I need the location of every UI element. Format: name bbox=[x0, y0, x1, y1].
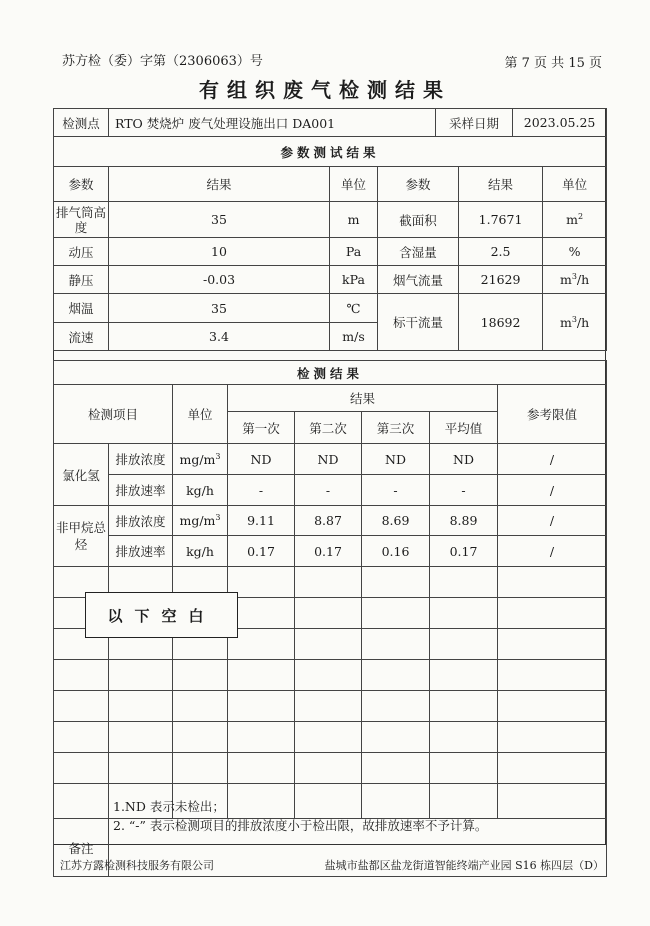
measure-type: 排放浓度 bbox=[109, 444, 173, 475]
param-unit: $m^2$ bbox=[543, 202, 607, 238]
params-header-row bbox=[54, 167, 607, 202]
param-unit: ℃ bbox=[330, 294, 378, 323]
notes-label: 备注 bbox=[54, 819, 109, 877]
param-name: 静压 bbox=[54, 266, 109, 294]
value-cell: - bbox=[295, 475, 362, 506]
measure-type: 排放速率 bbox=[109, 475, 173, 506]
note-line: 2. “-” 表示检测项目的排放浓度小于检出限，故排放速率不予计算。 bbox=[113, 818, 488, 833]
param-value: -0.03 bbox=[109, 266, 330, 294]
param-value: 35 bbox=[109, 294, 330, 323]
value-cell: 0.17 bbox=[228, 536, 295, 567]
value-cell: 9.11 bbox=[228, 506, 295, 536]
limit-cell: / bbox=[498, 536, 607, 567]
param-name: 截面积 bbox=[378, 202, 459, 238]
value-cell: 0.16 bbox=[362, 536, 430, 567]
unit-cell: kg/h bbox=[173, 536, 228, 567]
value-cell: 0.17 bbox=[295, 536, 362, 567]
footer-address: 盐城市盐都区盐龙街道智能终端产业园 S16 栋四层（D） bbox=[324, 859, 604, 872]
date-value: 2023.05.25 bbox=[513, 109, 607, 137]
col-header: 单位 bbox=[330, 167, 378, 202]
param-unit: % bbox=[543, 238, 607, 266]
param-name: 标干流量 bbox=[378, 294, 459, 351]
table-row bbox=[54, 444, 607, 475]
table-row bbox=[54, 536, 607, 567]
page-info: 第 7 页 共 15 页 bbox=[504, 56, 602, 71]
value-cell: - bbox=[430, 475, 498, 506]
value-cell: ND bbox=[362, 444, 430, 475]
unit-cell: $mg/m^3$ bbox=[173, 444, 228, 475]
unit-cell: $mg/m^3$ bbox=[173, 506, 228, 536]
param-value: 21629 bbox=[459, 266, 543, 294]
param-value: 18692 bbox=[459, 294, 543, 351]
point-value: RTO 焚烧炉 废气处理设施出口 DA001 bbox=[109, 109, 436, 137]
value-cell: ND bbox=[295, 444, 362, 475]
page-title: 有组织废气检测结果 bbox=[199, 78, 451, 102]
sub-col-header: 第三次 bbox=[362, 412, 430, 444]
table-row bbox=[54, 475, 607, 506]
param-unit: m bbox=[330, 202, 378, 238]
value-cell: - bbox=[362, 475, 430, 506]
empty-row bbox=[54, 753, 607, 784]
param-unit: Pa bbox=[330, 238, 378, 266]
unit-cell: kg/h bbox=[173, 475, 228, 506]
sub-col-header: 平均值 bbox=[430, 412, 498, 444]
param-value: 10 bbox=[109, 238, 330, 266]
col-unit-header: 单位 bbox=[173, 385, 228, 444]
value-cell: ND bbox=[228, 444, 295, 475]
notes-text bbox=[113, 797, 487, 835]
value-cell: 8.87 bbox=[295, 506, 362, 536]
param-name: 烟气流量 bbox=[378, 266, 459, 294]
measure-type: 排放速率 bbox=[109, 536, 173, 567]
param-name: 动压 bbox=[54, 238, 109, 266]
param-value: 3.4 bbox=[109, 323, 330, 351]
col-header: 结果 bbox=[109, 167, 330, 202]
param-name: 排气筒高度 bbox=[54, 202, 109, 238]
sub-col-header: 第一次 bbox=[228, 412, 295, 444]
col-limit-header: 参考限值 bbox=[498, 385, 607, 444]
params-table bbox=[53, 108, 607, 351]
param-unit: $m^3/h$ bbox=[543, 294, 607, 351]
info-row bbox=[54, 109, 607, 137]
empty-row bbox=[54, 691, 607, 722]
table-row bbox=[54, 238, 607, 266]
value-cell: 8.69 bbox=[362, 506, 430, 536]
results-section-title: 检测结果 bbox=[54, 361, 607, 385]
param-name: 流速 bbox=[54, 323, 109, 351]
table-row bbox=[54, 266, 607, 294]
param-unit: m/s bbox=[330, 323, 378, 351]
footer-company: 江苏方露检测科技服务有限公司 bbox=[60, 859, 214, 872]
param-unit: kPa bbox=[330, 266, 378, 294]
item-name: 非甲烷总烃 bbox=[54, 506, 109, 567]
point-label: 检测点 bbox=[54, 109, 109, 137]
param-value: 1.7671 bbox=[459, 202, 543, 238]
value-cell: - bbox=[228, 475, 295, 506]
col-header: 参数 bbox=[54, 167, 109, 202]
value-cell: 0.17 bbox=[430, 536, 498, 567]
param-value: 2.5 bbox=[459, 238, 543, 266]
value-cell: ND bbox=[430, 444, 498, 475]
col-results-header: 结果 bbox=[228, 385, 498, 412]
param-name: 含湿量 bbox=[378, 238, 459, 266]
empty-row bbox=[54, 660, 607, 691]
param-value: 35 bbox=[109, 202, 330, 238]
date-label: 采样日期 bbox=[436, 109, 513, 137]
blank-stamp: 以下空白 bbox=[85, 592, 238, 638]
col-header: 参数 bbox=[378, 167, 459, 202]
report-number: 苏方检（委）字第（2306063）号 bbox=[62, 54, 263, 69]
value-cell: 8.89 bbox=[430, 506, 498, 536]
sub-col-header: 第二次 bbox=[295, 412, 362, 444]
table-row bbox=[54, 506, 607, 536]
params-section-title: 参数测试结果 bbox=[54, 137, 607, 167]
limit-cell: / bbox=[498, 475, 607, 506]
col-header: 单位 bbox=[543, 167, 607, 202]
item-name: 氯化氢 bbox=[54, 444, 109, 506]
empty-row bbox=[54, 722, 607, 753]
limit-cell: / bbox=[498, 506, 607, 536]
col-header: 结果 bbox=[459, 167, 543, 202]
table-row bbox=[54, 202, 607, 238]
note-line: 1.ND 表示未检出； bbox=[113, 799, 225, 814]
measure-type: 排放浓度 bbox=[109, 506, 173, 536]
param-unit: $m^3/h$ bbox=[543, 266, 607, 294]
param-name: 烟温 bbox=[54, 294, 109, 323]
table-row bbox=[54, 294, 607, 323]
col-item-header: 检测项目 bbox=[54, 385, 173, 444]
limit-cell: / bbox=[498, 444, 607, 475]
